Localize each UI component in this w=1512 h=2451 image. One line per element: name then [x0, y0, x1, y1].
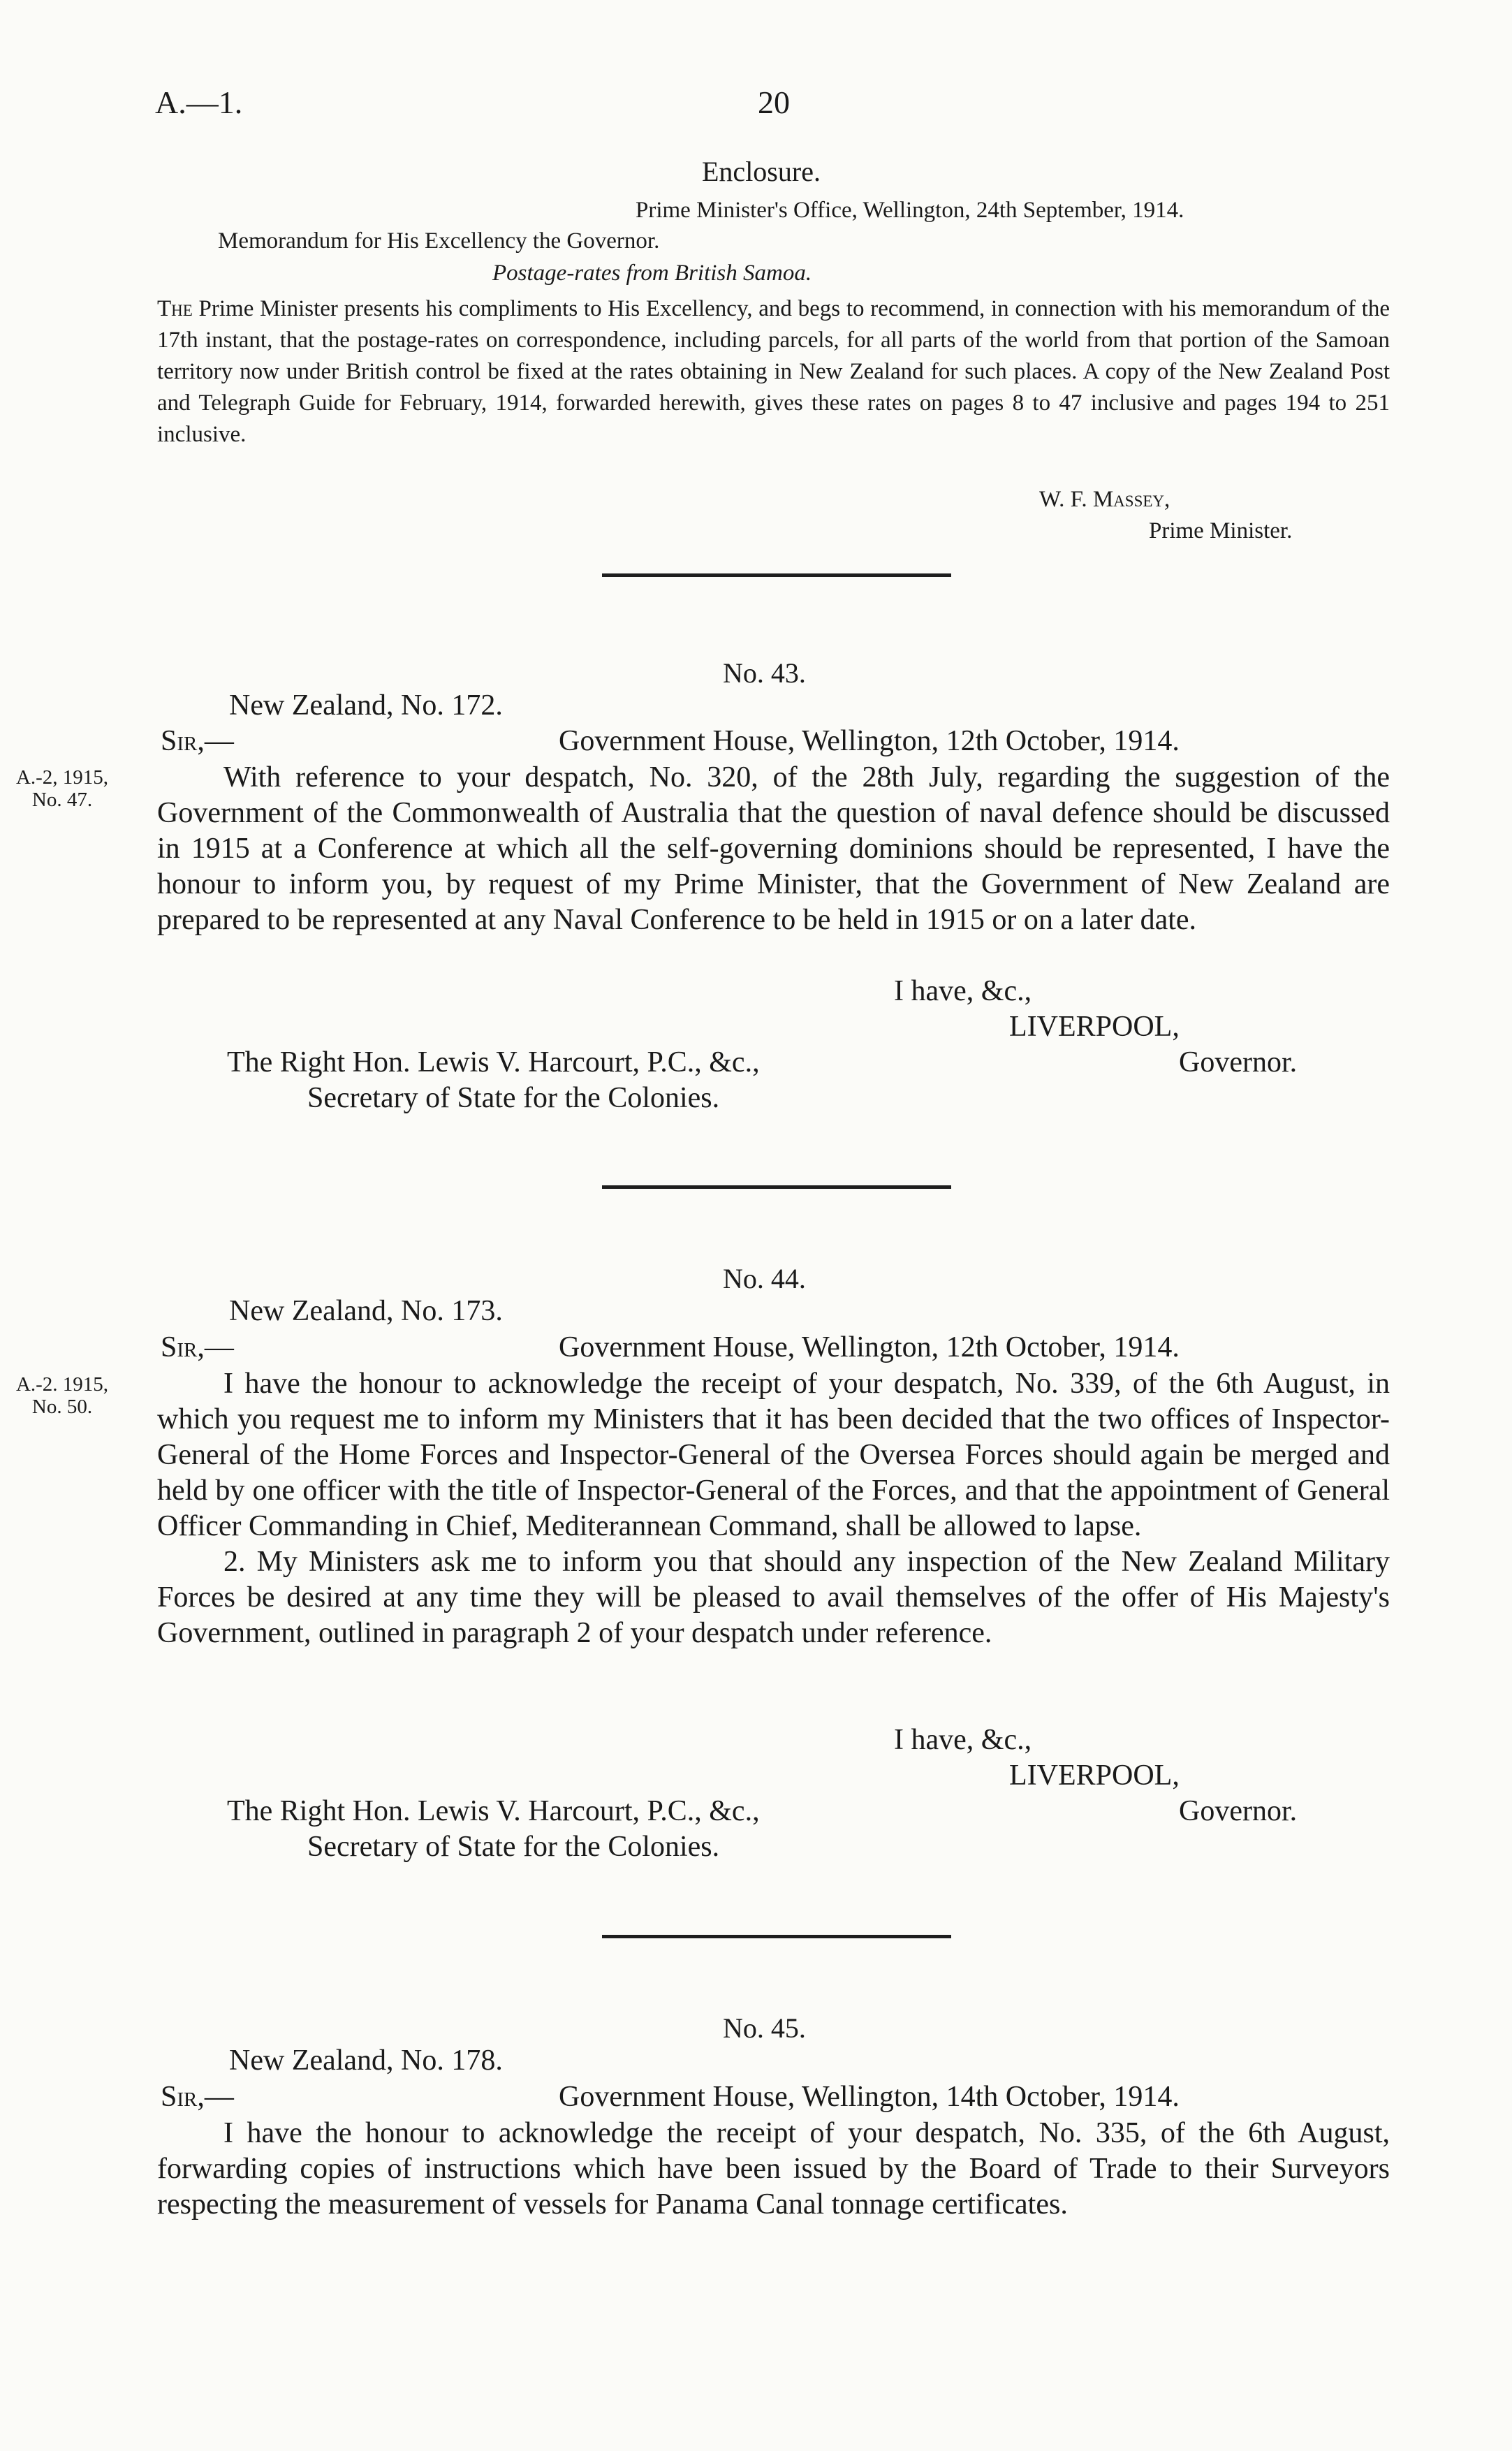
- letter-number: No. 44.: [723, 1263, 806, 1294]
- margin-note: A.-2, 1915, No. 47.: [15, 766, 109, 811]
- letter-closing: I have, &c.,: [894, 975, 1032, 1007]
- letter-paragraph: I have the honour to acknowledge the receipt of your despatch, No. 339, of the 6th August, in which you request me to inform my Ministers that it has been decided that the two offices of Inspector-General of the Home Forces and Inspector-General of the Oversea Forces should again be merged and held by one officer with the title of Inspector-General of the Forces, and that the appointment of General Officer Commanding in Chief, Mediterannean Command, shall be allowed to lapse.: [157, 1368, 1390, 1542]
- letter-addressee: The Right Hon. Lewis V. Harcourt, P.C., &c.,: [227, 1795, 760, 1827]
- letter-signer-title: Governor.: [1179, 1046, 1298, 1078]
- letter-body: [157, 1366, 1390, 1651]
- letter-number: No. 43.: [723, 657, 806, 689]
- letter-reference: New Zealand, No. 178.: [229, 2044, 503, 2077]
- letter-signer-title: Governor.: [1179, 1795, 1298, 1827]
- page-number: 20: [758, 85, 790, 120]
- letter-closing: I have, &c.,: [894, 1724, 1032, 1756]
- enclosure-dateline: Prime Minister's Office, Wellington, 24th September, 1914.: [636, 198, 1184, 223]
- memo-body-text: Prime Minister presents his compliments to His Excellency, and begs to recommend, in connection with his memorandum of the 17th instant, that the postage-rates on correspondence, including parcels, for all parts of the world from that portion of the Samoan territory now under British control be fixed at the rates obtaining in New Zealand for such places. A copy of the New Zealand Post and Telegraph Guide for February, 1914, forwarded herewith, gives these rates on pages 8 to 47 inclusive and pages 194 to 251 inclusive.: [157, 296, 1390, 447]
- letter-dateline: Government House, Wellington, 14th October, 1914.: [559, 2081, 1180, 2113]
- letter-number: No. 45.: [723, 2012, 806, 2044]
- enclosure-heading: Enclosure.: [702, 156, 821, 187]
- memo-body-lead: The: [157, 296, 193, 321]
- series-code: A.—1.: [155, 85, 243, 120]
- memo-signature-title: Prime Minister.: [1149, 518, 1293, 543]
- letter-reference: New Zealand, No. 173.: [229, 1295, 503, 1327]
- margin-note: A.-2. 1915, No. 50.: [15, 1373, 109, 1418]
- letter-addressee-title: Secretary of State for the Colonies.: [307, 1082, 720, 1114]
- letter-salutation: Sir,—: [161, 1331, 234, 1363]
- memo-signature-name: W. F. Massey,: [1039, 487, 1170, 512]
- letter-paragraph: I have the honour to acknowledge the receipt of your despatch, No. 335, of the 6th August, forwarding copies of instructions which have been issued by the Board of Trade to their Surveyors respecting the measurement of vessels for Panama Canal tonnage certificates.: [157, 2117, 1390, 2220]
- memo-addressee: Memorandum for His Excellency the Governor.: [218, 228, 660, 254]
- section-divider: [602, 1935, 951, 1938]
- letter-salutation: Sir,—: [161, 725, 234, 757]
- letter-salutation: Sir,—: [161, 2081, 234, 2113]
- letter-dateline: Government House, Wellington, 12th October, 1914.: [559, 725, 1180, 757]
- letter-signer: LIVERPOOL,: [1009, 1759, 1180, 1792]
- letter-paragraph: With reference to your despatch, No. 320, of the 28th July, regarding the suggestion of the Government of the Commonwealth of Australia that the question of naval defence should be discussed in 1915 at a Conference at which all the self-governing dominions should be represented, I have the honour to inform you, by request of my Prime Minister, that the Government of New Zealand are prepared to be represented at any Naval Conference to be held in 1915 or on a later date.: [157, 761, 1390, 936]
- section-divider: [602, 573, 951, 577]
- letter-signer: LIVERPOOL,: [1009, 1011, 1180, 1043]
- letter-paragraph: 2. My Ministers ask me to inform you that should any inspection of the New Zealand Military Forces be desired at any time they will be pleased to avail themselves of the offer of His Majesty's Government, outlined in paragraph 2 of your despatch under reference.: [157, 1546, 1390, 1649]
- section-divider: [602, 1185, 951, 1189]
- letter-addressee: The Right Hon. Lewis V. Harcourt, P.C., &c.,: [227, 1046, 760, 1078]
- memo-body: [157, 293, 1390, 451]
- letter-addressee-title: Secretary of State for the Colonies.: [307, 1831, 720, 1863]
- letter-dateline: Government House, Wellington, 12th October, 1914.: [559, 1331, 1180, 1363]
- letter-reference: New Zealand, No. 172.: [229, 689, 503, 722]
- memo-subject: Postage-rates from British Samoa.: [492, 261, 812, 286]
